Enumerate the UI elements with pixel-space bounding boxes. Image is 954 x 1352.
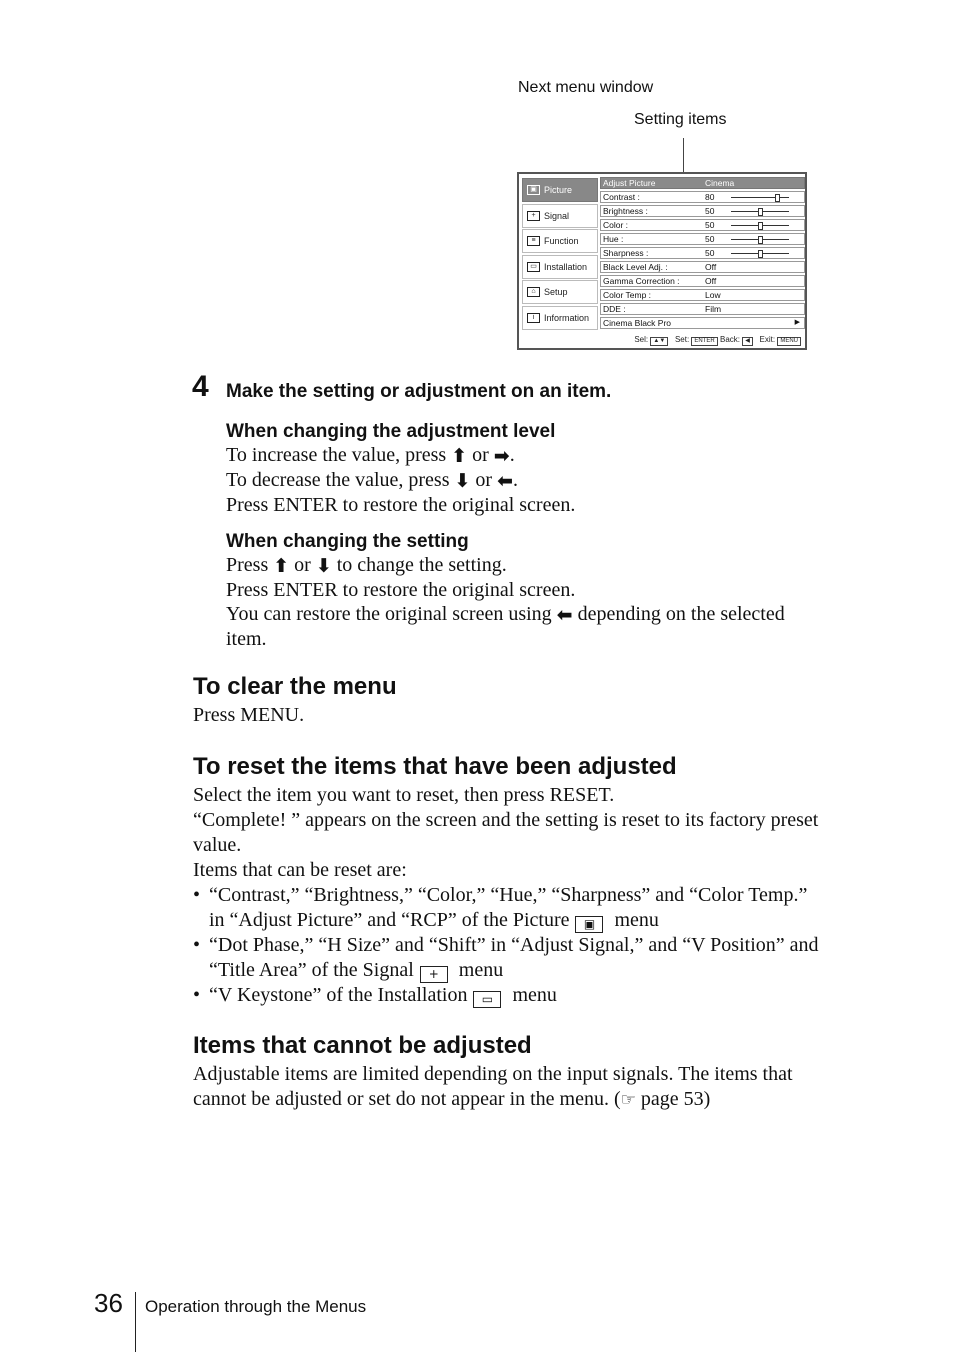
list-item: • “V Keystone” of the Installation ▭ menu <box>193 983 819 1008</box>
menu-setting-list <box>600 177 805 331</box>
sidebar-item-installation[interactable] <box>522 255 598 279</box>
sidebar-item-label: Signal <box>544 210 570 221</box>
adjust-level-heading: When changing the adjustment level <box>226 421 556 442</box>
menu-row[interactable] <box>600 191 805 203</box>
menu-row[interactable] <box>600 303 805 315</box>
page-number: 36 <box>94 1288 123 1318</box>
up-arrow-icon: ⬆ <box>273 555 290 577</box>
slider-knob[interactable] <box>758 236 763 244</box>
picture-icon: ▣ <box>575 916 603 933</box>
value-slider[interactable] <box>731 211 789 212</box>
exit-hint: Exit: <box>759 335 776 344</box>
sidebar-item-picture[interactable] <box>522 178 598 202</box>
left-arrow-icon: ⬅ <box>497 470 514 492</box>
menu-row-label: Adjust Picture <box>603 178 656 188</box>
sidebar-item-label: Setup <box>544 287 568 297</box>
reset-text: Select the item you want to reset, then press RESET. “Complete! ” appears on the screen and the setting is reset to its factory preset value. Items that can be reset are: <box>193 784 819 881</box>
clear-menu-heading: To clear the menu <box>193 673 397 700</box>
menu-row-value: Off <box>705 262 717 272</box>
next-menu-window-callout: Next menu window <box>518 79 654 96</box>
slider-knob[interactable] <box>758 222 763 230</box>
menu-row[interactable] <box>600 275 805 287</box>
slider-knob[interactable] <box>775 194 780 202</box>
menu-row-value: Film <box>705 304 722 314</box>
setup-icon: ⌂ <box>527 287 540 297</box>
menu-row[interactable] <box>600 317 805 329</box>
menu-row-value: 50 <box>705 234 715 244</box>
section-title: Operation through the Menus <box>145 1297 367 1316</box>
menu-row-label: DDE : <box>603 304 626 314</box>
adjust-level-text: To increase the value, press ⬆ or ➡. To decrease the value, press ⬇ or ⬅. Press ENTER to restore the original screen. <box>226 444 576 516</box>
menu-row[interactable] <box>600 233 805 245</box>
menu-row-value: Cinema <box>705 178 735 188</box>
picture-icon: ▣ <box>527 185 540 195</box>
callout-leader-line <box>683 138 684 174</box>
menu-row[interactable] <box>600 205 805 217</box>
menu-row-value: Low <box>705 290 721 300</box>
page-reference-icon: ☞ <box>620 1090 636 1110</box>
installation-icon: ▭ <box>473 991 501 1008</box>
sidebar-item-label: Installation <box>544 261 588 272</box>
menu-sidebar <box>522 178 598 331</box>
slider-knob[interactable] <box>758 208 763 216</box>
menu-row-label: Brightness : <box>603 206 648 216</box>
sidebar-item-label: Picture <box>544 185 573 195</box>
down-arrow-icon: ⬇ <box>315 555 332 577</box>
menu-row-label: Cinema Black Pro <box>603 318 672 328</box>
information-icon: i <box>527 313 540 323</box>
menu-row-label: Gamma Correction : <box>603 276 680 286</box>
signal-icon: + <box>527 211 540 221</box>
value-slider[interactable] <box>731 197 789 198</box>
menu-row-label: Color Temp : <box>603 290 652 300</box>
back-hint: Back: <box>719 335 740 344</box>
sidebar-item-setup[interactable] <box>522 280 598 304</box>
change-setting-heading: When changing the setting <box>226 531 469 552</box>
menu-row-value: 50 <box>705 206 715 216</box>
sidebar-item-signal[interactable] <box>522 204 598 228</box>
down-arrow-icon: ⬇ <box>454 470 471 492</box>
slider-knob[interactable] <box>758 250 763 258</box>
value-slider[interactable] <box>731 239 789 240</box>
menu-row-value: Off <box>705 276 717 286</box>
reset-bullet-list <box>193 883 819 1008</box>
step-title: Make the setting or adjustment on an item. <box>226 381 612 402</box>
menu-row[interactable] <box>600 247 805 259</box>
value-slider[interactable] <box>731 253 789 254</box>
menu-row[interactable] <box>600 289 805 301</box>
cannot-adjust-heading: Items that cannot be adjusted <box>193 1032 532 1059</box>
list-item: • “Contrast,” “Brightness,” “Color,” “Hue,” “Sharpness” and “Color Temp.” in “Adjust Picture” and “RCP” of the Picture ▣ menu <box>193 883 819 933</box>
sidebar-item-information[interactable] <box>522 306 598 330</box>
right-arrow-icon: ➡ <box>493 445 510 467</box>
menu-row[interactable] <box>600 261 805 273</box>
menu-row-label: Contrast : <box>603 192 640 202</box>
left-arrow-icon: ⬅ <box>556 604 573 626</box>
sel-hint: Sel: <box>634 335 649 344</box>
change-setting-text: Press ⬆ or ⬇ to change the setting. Press ENTER to restore the original screen. You can restore the original screen using ⬅ depending on the selected item. <box>226 554 785 650</box>
setting-items-callout: Setting items <box>634 111 727 128</box>
set-hint: Set: <box>674 335 690 344</box>
submenu-arrow-icon: ▶ <box>794 319 800 326</box>
function-icon: ≡ <box>527 236 540 246</box>
clear-menu-text: Press MENU. <box>193 704 305 726</box>
cannot-adjust-text: Adjustable items are limited depending on the input signals. The items that cannot be adjusted or set do not appear in the menu. (☞ page 53) <box>193 1063 793 1110</box>
menu-row[interactable] <box>600 177 805 189</box>
signal-icon: + <box>420 966 448 983</box>
menu-footer-hints <box>634 335 801 346</box>
sidebar-item-function[interactable] <box>522 229 598 253</box>
up-arrow-icon: ⬆ <box>451 445 468 467</box>
menu-row-value: 80 <box>705 192 715 202</box>
menu-row-label: Sharpness : <box>603 248 649 258</box>
up-down-keys-icon: ▲▼ <box>650 337 668 346</box>
value-slider[interactable] <box>731 225 789 226</box>
enter-key-icon: ENTER <box>691 337 717 346</box>
sidebar-item-label: Information <box>544 312 590 323</box>
reset-heading: To reset the items that have been adjusted <box>193 753 677 780</box>
menu-row-label: Color : <box>603 220 629 230</box>
menu-row-label: Black Level Adj. : <box>603 262 668 272</box>
menu-key-icon: MENU <box>777 337 801 346</box>
list-item: • “Dot Phase,” “H Size” and “Shift” in “Adjust Signal,” and “V Position” and “Title Area” of the Signal + menu <box>193 933 819 983</box>
menu-row-label: Hue : <box>603 234 624 244</box>
footer-divider <box>135 1292 136 1352</box>
installation-icon: ▭ <box>527 262 540 272</box>
sidebar-item-label: Function <box>544 236 579 246</box>
left-key-icon: ◀ <box>742 337 753 346</box>
menu-window-illustration <box>517 172 807 350</box>
menu-row-value: 50 <box>705 248 715 258</box>
menu-row[interactable] <box>600 219 805 231</box>
step-number: 4 <box>192 370 209 403</box>
menu-row-value: 50 <box>705 220 715 230</box>
